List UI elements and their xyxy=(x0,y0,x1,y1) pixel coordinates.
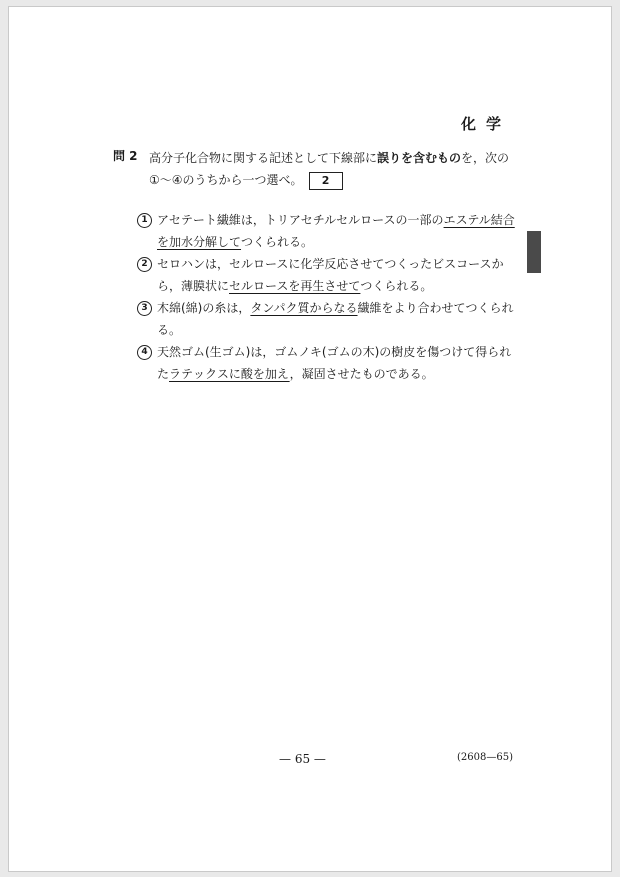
question-text-after: を，次の①～④のうちから一つ選べ。 xyxy=(149,151,510,187)
choice-4 xyxy=(137,341,515,385)
choice-3-text: 木綿(綿)の糸は， xyxy=(157,301,251,315)
choice-1-post: つくられる。 xyxy=(241,235,314,249)
choice-4-text: 天然ゴム(生ゴム)は，ゴムノキ(ゴムの木)の樹皮を傷つけて得られた xyxy=(157,345,512,381)
section-tab-marker xyxy=(527,231,541,273)
choice-4-underlined: ラテックスに酸を加え xyxy=(169,367,290,381)
choice-number-4: 4 xyxy=(137,345,152,360)
choice-1 xyxy=(137,209,515,253)
choice-number-2: 2 xyxy=(137,257,152,272)
exam-page xyxy=(8,6,612,872)
choice-3 xyxy=(137,297,515,341)
choice-2-underlined: セルロースを再生させて xyxy=(229,279,361,293)
question-text-before: 高分子化合物に関する記述として下線部に xyxy=(149,151,378,165)
choice-number-1: 1 xyxy=(137,213,152,228)
choice-list xyxy=(137,209,515,385)
choice-3-underlined: タンパク質からなる xyxy=(250,301,358,315)
choice-3-post: 繊維をより合わせてつくられる。 xyxy=(157,301,514,337)
choice-2-post: つくられる。 xyxy=(360,279,433,293)
choice-4-post: ，凝固させたものである。 xyxy=(289,367,434,381)
choice-1-underlined: エステル結合を加水分解して xyxy=(157,213,515,249)
question-text-emphasis: 誤りを含むもの xyxy=(377,151,462,165)
page-code: (2608—65) xyxy=(457,752,513,763)
choice-2 xyxy=(137,253,515,297)
choice-1-text: アセテート繊維は，トリアセチルセルロースの一部の xyxy=(157,213,444,227)
answer-box: 2 xyxy=(309,172,343,190)
page-number: — 65 — xyxy=(279,752,326,766)
question-label: 問 2 xyxy=(113,149,138,163)
subject-header: 化学 xyxy=(461,115,512,133)
choice-number-3: 3 xyxy=(137,301,152,316)
question-text xyxy=(149,147,519,191)
choice-2-text: セロハンは，セルロースに化学反応させてつくったビスコースから，薄膜状に xyxy=(157,257,504,293)
